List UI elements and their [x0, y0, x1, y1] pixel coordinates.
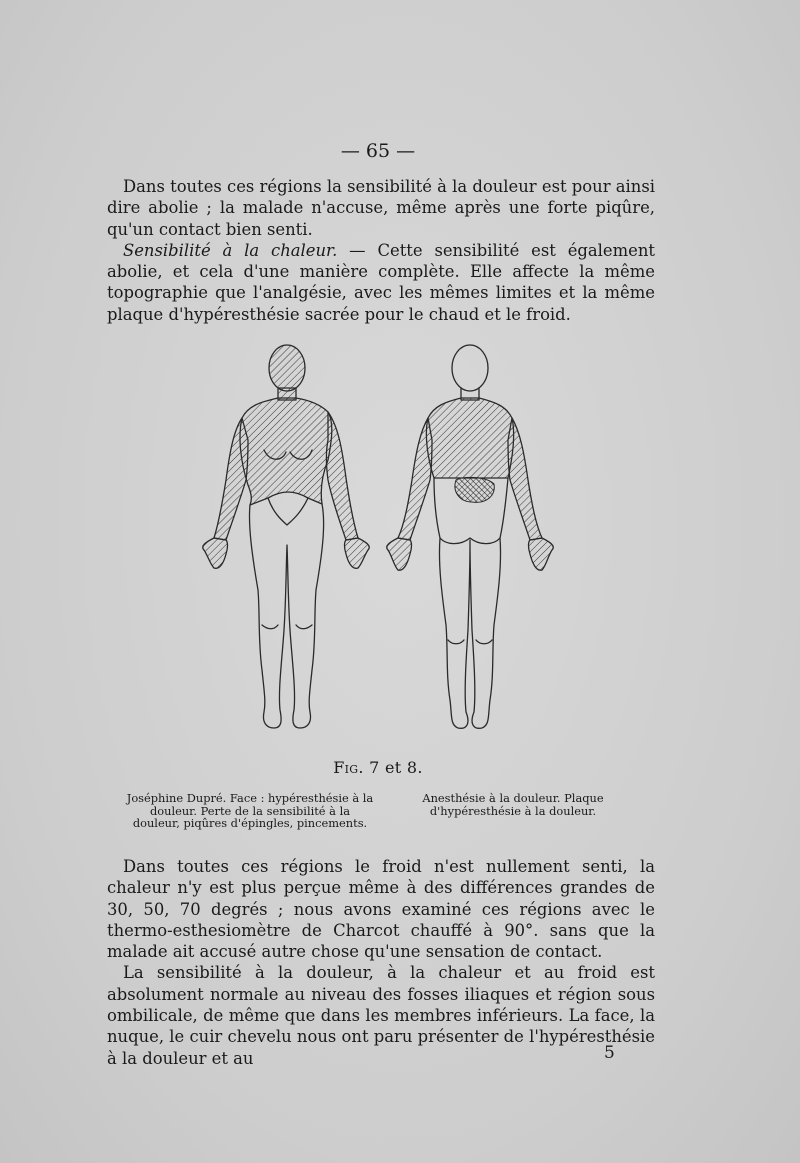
figure-caption-number: 7 et 8. [363, 758, 423, 777]
heat-sensitivity-body: — Cette sensibilité est également abolie, et cela d'une manière complète. Elle affecte la même topographie que l'analgésie, avec les mêmes limites et la même plaque d'hypéresthésie sacrée pour le chaud et le froid. [107, 240, 656, 324]
back-body-figure [387, 345, 554, 728]
front-body-figure [203, 345, 370, 728]
left-figure-caption: Joséphine Dupré. Face : hypéresthésie à la douleur. Perte de la sensibilité à la douleur, piqûres d'épingles, pincements. [126, 791, 374, 830]
figure-caption-prefix: Fig. [333, 758, 364, 777]
signature-number: 5 [604, 1043, 615, 1063]
body-figures [190, 340, 580, 740]
page-number: — 65 — [340, 140, 416, 162]
sensitivity-map-illustration [190, 340, 580, 740]
heat-sensitivity-heading: Sensibilité à la chaleur. [123, 240, 338, 260]
figure-caption [0, 758, 756, 777]
paragraph-normal-sensitivity: La sensibilité à la douleur, à la chaleur et au froid est absolument normale au niveau des fosses iliaques et région sous ombilicale, de même que dans les membres inférieurs. La face, la nuque, le cuir chevelu nous ont paru présenter de l'hypéresthésie à la douleur et au [107, 963, 655, 1068]
paragraph-cold-sensitivity: Dans toutes ces régions le froid n'est nullement senti, la chaleur n'y est plus perçue même à des différences grandes de 30, 50, 70 degrés ; nous avons examiné ces régions avec le thermo-esthesiomètre de Charcot chauffé à 90°. sans que la malade ait accusé autre chose qu'une sensation de contact. [107, 857, 655, 962]
top-text-block [107, 176, 655, 325]
paragraph-pain-sensitivity: Dans toutes ces régions la sensibilité à la douleur est pour ainsi dire abolie ; la malade n'accuse, même après une forte piqûre, qu'un contact bien senti. [107, 177, 655, 239]
right-figure-caption: Anesthésie à la douleur. Plaque d'hypéresthésie à la douleur. [422, 791, 604, 818]
bottom-text-block [107, 856, 655, 1069]
paragraph-heat-sensitivity [107, 240, 655, 325]
